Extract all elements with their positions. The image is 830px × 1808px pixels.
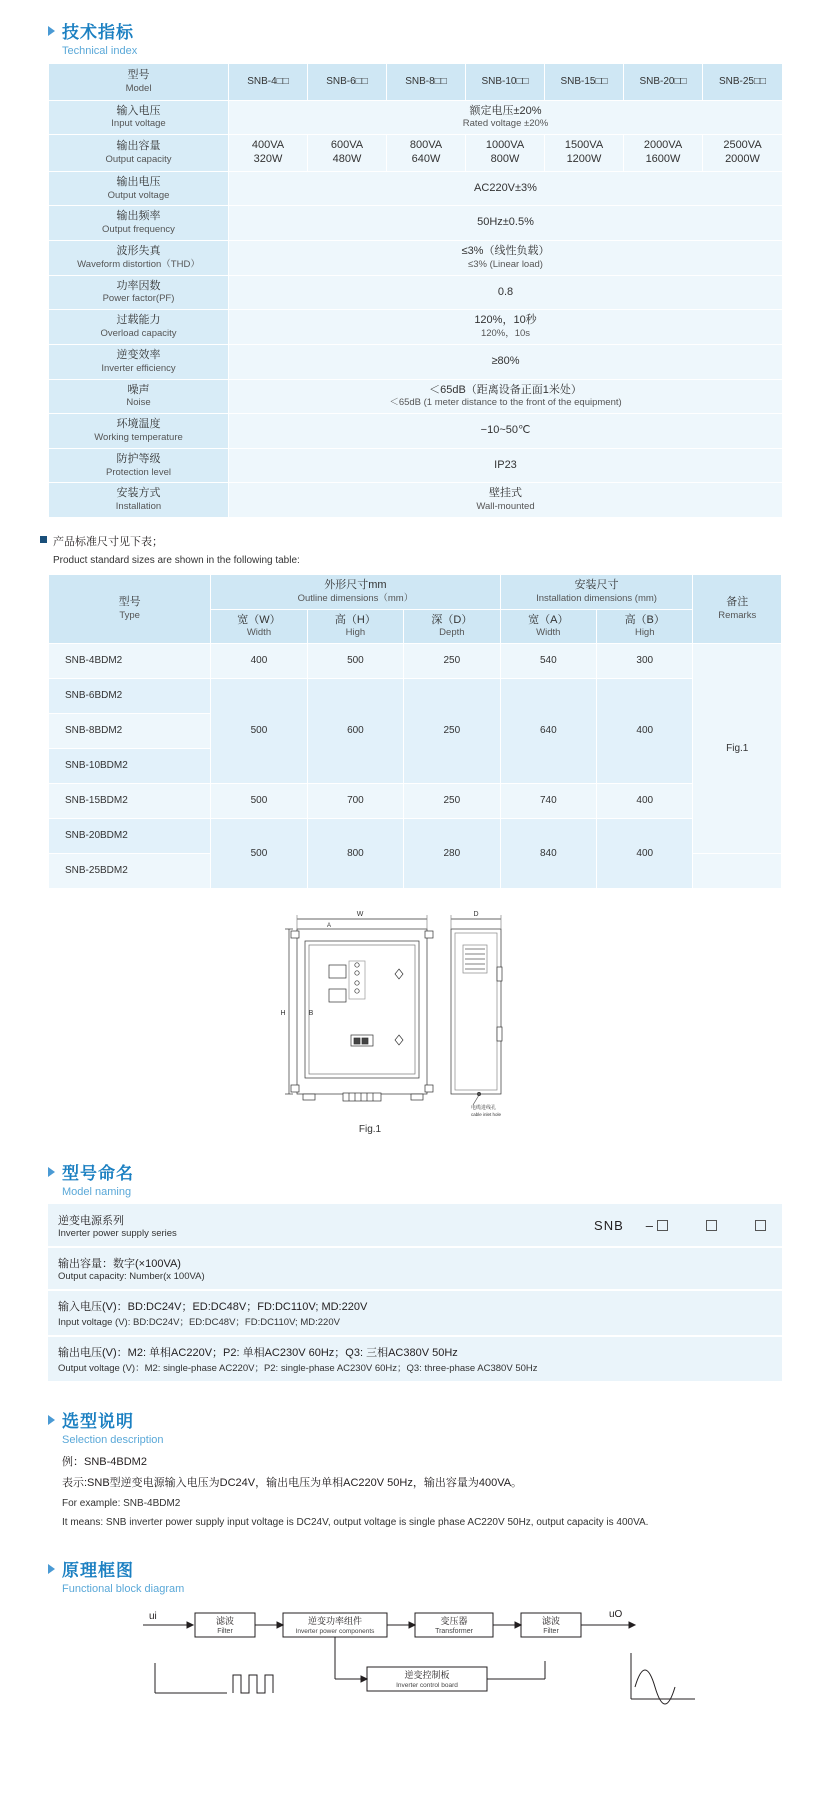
row-label: 逆变效率 Inverter efficiency: [49, 344, 229, 379]
row-value: 额定电压±20% Rated voltage ±20%: [229, 100, 783, 135]
naming-label-en: Input voltage (V): BD:DC24V；ED:DC48V；FD:DC110V; MD:220V: [58, 1317, 340, 1329]
box-2-en: Transformer: [435, 1628, 473, 1636]
table-row: [49, 644, 782, 679]
cell-w: 500: [211, 819, 307, 889]
selection-line-1: 例：SNB-4BDM2: [62, 1456, 147, 1469]
section-title-cn: 选型说明: [62, 1412, 134, 1432]
triangle-bullet-icon: [48, 26, 55, 36]
cell-type: SNB-20BDM2: [49, 819, 211, 854]
row-label: 波形失真 Waveform distortion（THD）: [49, 241, 229, 276]
model-code-template: [594, 1218, 772, 1233]
row-label: 输出容量 Output capacity: [49, 135, 229, 172]
row-value: 50Hz±0.5%: [229, 206, 783, 241]
cabinet-drawing-svg: [265, 907, 565, 1122]
selection-line-3: For example: SNB-4BDM2: [62, 1498, 181, 1510]
header-col-high-h: 高（H） High: [307, 609, 403, 644]
selection-line-2: 表示:SNB型逆变电源输入电压为DC24V，输出电压为单相AC220V 50Hz，输出容量为400VA。: [62, 1477, 523, 1490]
cell-b: 400: [597, 819, 693, 889]
cell-b: 300: [597, 644, 693, 679]
row-value: AC220V±3%: [229, 171, 783, 206]
label-w: W: [356, 911, 364, 919]
figure-caption: Fig.1: [358, 1124, 382, 1136]
table-row: [49, 483, 783, 518]
cell-d: 250: [404, 644, 500, 679]
section-title-cn: 型号命名: [62, 1164, 134, 1184]
cell-b: 400: [597, 679, 693, 784]
cell-type: SNB-6BDM2: [49, 679, 211, 714]
code-prefix: SNB: [594, 1217, 624, 1233]
row-value: 0.8: [229, 275, 783, 310]
box-0-cn: 滤波: [215, 1616, 235, 1627]
table-row: [49, 414, 783, 449]
cell-capacity-4: 1500VA 1200W: [545, 135, 624, 172]
table-header-row: [49, 64, 783, 101]
triangle-bullet-icon: [48, 1167, 55, 1177]
cell-a: 540: [500, 644, 596, 679]
code-box-output-voltage: [755, 1220, 766, 1231]
cell-capacity-1: 600VA 480W: [308, 135, 387, 172]
cell-capacity-0: 400VA 320W: [229, 135, 308, 172]
cell-b: 400: [597, 784, 693, 819]
label-b: B: [308, 1010, 314, 1018]
box-1-en: Inverter power components: [295, 1628, 375, 1636]
cell-w: 500: [211, 784, 307, 819]
selection-line-4: It means: SNB inverter power supply input voltage is DC24V, output voltage is single phase AC220V 50Hz, output capacity is 400VA.: [62, 1517, 649, 1529]
cell-type: SNB-4BDM2: [49, 644, 211, 679]
section-technical-index: [48, 18, 830, 57]
naming-row-input-voltage: [48, 1291, 782, 1337]
naming-row-capacity: [48, 1248, 782, 1291]
cell-d: 250: [404, 784, 500, 819]
table-row: [49, 379, 783, 414]
block-diagram-svg: [115, 1601, 715, 1711]
code-dash: –: [645, 1217, 653, 1233]
section-title-en: Technical index: [62, 45, 138, 57]
code-box-capacity: [657, 1220, 668, 1231]
header-remarks: 备注 Remarks: [693, 575, 782, 644]
box-3-en: Filter: [543, 1628, 559, 1636]
box-1-cn: 逆变功率组件: [307, 1616, 363, 1627]
note-text-cn: 产品标准尺寸见下表；: [53, 536, 163, 548]
header-model-4: SNB-15□□: [545, 64, 624, 101]
header-installation: 安装尺寸 Installation dimensions (mm): [500, 575, 693, 610]
row-label: 防护等级 Protection level: [49, 448, 229, 483]
selection-description-body: [62, 1452, 830, 1532]
header-model-5: SNB-20□□: [624, 64, 703, 101]
standard-size-table: [48, 574, 782, 889]
row-label: 输出频率 Output frequency: [49, 206, 229, 241]
cell-w: 400: [211, 644, 307, 679]
naming-row-output-voltage: [48, 1337, 782, 1383]
box-4-en: Inverter control board: [396, 1682, 458, 1690]
row-value: 120%，10秒 120%，10s: [229, 310, 783, 345]
cell-a: 840: [500, 819, 596, 889]
row-label: 环境温度 Working temperature: [49, 414, 229, 449]
row-value: −10~50℃: [229, 414, 783, 449]
header-col-width-w: 宽（W） Width: [211, 609, 307, 644]
header-model-0: SNB-4□□: [229, 64, 308, 101]
square-bullet-icon: [40, 536, 47, 543]
cell-a: 640: [500, 679, 596, 784]
standard-sizes-note: [40, 532, 830, 568]
header-type: 型号 Type: [49, 575, 211, 644]
table-row: [49, 679, 782, 714]
label-d: D: [473, 911, 479, 919]
table-row: [49, 344, 783, 379]
row-label: 输入电压 Input voltage: [49, 100, 229, 135]
label-inlet-en: cable inlet hole: [471, 1112, 502, 1118]
row-label: 过载能力 Overload capacity: [49, 310, 229, 345]
cell-capacity-5: 2000VA 1600W: [624, 135, 703, 172]
header-model-1: SNB-6□□: [308, 64, 387, 101]
box-3-cn: 滤波: [541, 1616, 561, 1627]
row-label: 噪声 Noise: [49, 379, 229, 414]
naming-label-en: Inverter power supply series: [58, 1227, 177, 1239]
header-col-width-a: 宽（A） Width: [500, 609, 596, 644]
technical-spec-table: [48, 63, 783, 518]
size-table-header-row-1: [49, 575, 782, 610]
cell-d: 250: [404, 679, 500, 784]
header-col-depth-d: 深（D） Depth: [404, 609, 500, 644]
label-input: ui: [149, 1611, 157, 1623]
naming-label-cn: 逆变电源系列: [58, 1214, 124, 1227]
cell-type: SNB-10BDM2: [49, 749, 211, 784]
cell-remarks: Fig.1: [693, 644, 782, 854]
cell-w: 500: [211, 679, 307, 784]
header-col-high-b: 高（B） High: [597, 609, 693, 644]
label-inlet-cn: 电缆进线孔: [471, 1105, 497, 1112]
naming-label-en: Output voltage (V)：M2: single-phase AC220V；P2: single-phase AC230V 60Hz；Q3: three-phase AC380V 50Hz: [58, 1363, 538, 1375]
box-2-cn: 变压器: [440, 1616, 468, 1627]
section-title-en: Model naming: [62, 1186, 132, 1199]
cell-d: 280: [404, 819, 500, 889]
naming-label-cn: 输出电压(V)：M2: 单相AC220V；P2: 单相AC230V 60Hz；Q3: 三相AC380V 50Hz: [58, 1347, 458, 1360]
table-row: [49, 448, 783, 483]
row-value: IP23: [229, 448, 783, 483]
header-model-2: SNB-8□□: [387, 64, 466, 101]
naming-row-series: [48, 1204, 782, 1248]
cell-capacity-3: 1000VA 800W: [466, 135, 545, 172]
label-a: A: [326, 923, 332, 930]
section-title-en: Selection description: [62, 1434, 164, 1447]
triangle-bullet-icon: [48, 1415, 55, 1425]
label-h: H: [280, 1010, 286, 1018]
table-row: [49, 241, 783, 276]
row-value: ＜65dB（距离设备正面1米处） ＜65dB (1 meter distance to the front of the equipment): [229, 379, 783, 414]
functional-block-diagram: [0, 1601, 830, 1711]
section-model-naming: [48, 1159, 830, 1198]
cell-capacity-6: 2500VA 2000W: [703, 135, 783, 172]
note-text-en: Product standard sizes are shown in the following table:: [53, 555, 300, 566]
box-4-cn: 逆变控制板: [404, 1670, 450, 1681]
cell-type: SNB-25BDM2: [49, 854, 211, 889]
cell-type: SNB-8BDM2: [49, 714, 211, 749]
cell-capacity-2: 800VA 640W: [387, 135, 466, 172]
table-row: [49, 784, 782, 819]
row-value: ≤3%（线性负载） ≤3% (Linear load): [229, 241, 783, 276]
cell-remarks-empty: [693, 854, 782, 889]
header-model-6: SNB-25□□: [703, 64, 783, 101]
header-model: 型号 Model: [49, 64, 229, 101]
label-output: uO: [609, 1609, 623, 1621]
row-label: 功率因数 Power factor(PF): [49, 275, 229, 310]
cell-type: SNB-15BDM2: [49, 784, 211, 819]
section-title-en: Functional block diagram: [62, 1583, 185, 1596]
header-outline: 外形尺寸mm Outline dimensions（mm）: [211, 575, 500, 610]
table-row: [49, 275, 783, 310]
row-value: 壁挂式 Wall-mounted: [229, 483, 783, 518]
cell-h: 600: [307, 679, 403, 784]
table-row: [49, 135, 783, 172]
section-functional-block-diagram: [48, 1556, 830, 1595]
table-row: [49, 100, 783, 135]
row-label: 输出电压 Output voltage: [49, 171, 229, 206]
naming-label-cn: 输出容量：数字(×100VA): [58, 1258, 181, 1271]
datasheet-page: [0, 18, 830, 1731]
cell-h: 800: [307, 819, 403, 889]
section-title-cn: 原理框图: [62, 1561, 134, 1581]
naming-label-en: Output capacity: Number(x 100VA): [58, 1271, 205, 1283]
code-box-input-voltage: [706, 1220, 717, 1231]
header-model-3: SNB-10□□: [466, 64, 545, 101]
model-naming-table: [48, 1204, 782, 1383]
box-0-en: Filter: [217, 1628, 233, 1636]
table-row: [49, 171, 783, 206]
section-selection-description: [48, 1407, 830, 1446]
product-dimension-drawing: [0, 907, 830, 1135]
table-row: [49, 206, 783, 241]
cell-a: 740: [500, 784, 596, 819]
cell-h: 700: [307, 784, 403, 819]
cell-h: 500: [307, 644, 403, 679]
table-row: [49, 819, 782, 854]
row-label: 安装方式 Installation: [49, 483, 229, 518]
triangle-bullet-icon: [48, 1564, 55, 1574]
naming-label-cn: 输入电压(V)：BD:DC24V；ED:DC48V；FD:DC110V; MD:220V: [58, 1301, 368, 1314]
row-value: ≥80%: [229, 344, 783, 379]
table-row: [49, 310, 783, 345]
section-title-cn: 技术指标: [62, 23, 134, 42]
